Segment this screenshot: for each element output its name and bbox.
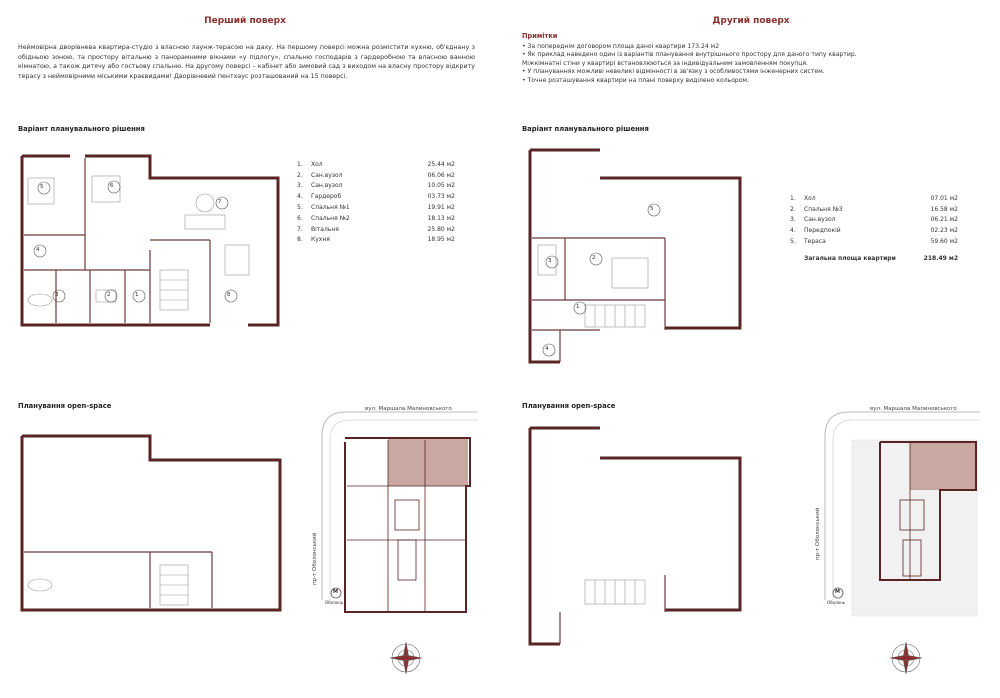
apartment-highlight xyxy=(910,442,976,490)
metro-label: Оболонь xyxy=(827,600,846,605)
room-row: 1. Хол 07.01 м2 xyxy=(790,194,958,202)
metro-label: Оболонь xyxy=(325,600,344,605)
openspace-heading-first-floor: Планування open-space xyxy=(18,402,112,410)
street-label-malynovskoho: вул. Маршала Малиновського xyxy=(365,406,452,412)
metro-letter: M xyxy=(835,589,840,595)
plan-label-bath-2: 2 xyxy=(107,292,111,298)
plan-heading-second-floor: Варіант планувального рішення xyxy=(522,125,649,133)
room-row: 5. Тераса 59.60 м2 xyxy=(790,238,958,246)
plan-heading-first-floor: Варіант планувального рішення xyxy=(18,125,145,133)
apartment-description: Неймовірна дворівнева квартира-студіо з власною лаунж-терасою на даху. На першому поверсі можна розмістити кухню, об'єднану з обідньою зоною, та простору вітальню з панорамними вікнами «у підлогу», спальню господарів з гардеробною та власною ванною кімнатою, а також дитячу або гостьову спальню. На другому поверсі – кабінет або зимовий сад з виходом на власну простору відкриту терасу з неймовірними міськими краєвидами! Дворівневий пентхаус розташований на 15 поверсі. xyxy=(18,44,475,80)
compass-rose xyxy=(890,642,922,674)
note-item: • За попереднім договором площа даної квартири 173.24 м2 xyxy=(522,43,720,50)
room-row: 5. Спальня №1 19.91 м2 xyxy=(297,204,455,212)
metro-letter: M xyxy=(333,589,338,595)
street-label-obolonskyi: пр-т Оболонський xyxy=(312,532,318,585)
room-row: 3. Сан.вузол 10.05 м2 xyxy=(297,182,455,190)
total-area-label: Загальна площа квартири xyxy=(804,254,896,262)
plan-label-bedroom-2: 6 xyxy=(110,183,114,189)
room-row: 7. Вітальня 25.80 м2 xyxy=(297,225,455,233)
note-item: • Точне розташування квартири на плані поверху виділено кольором. xyxy=(522,76,750,84)
plan-label-wardrobe: 4 xyxy=(36,247,40,253)
plan-label-living: 7 xyxy=(218,199,222,205)
plan-label-bath-3: 3 xyxy=(55,292,59,298)
street-label-obolonskyi: пр-т Оболонський xyxy=(815,507,821,560)
notes-heading: Примітки xyxy=(522,32,558,40)
street-label-malynovskoho: вул. Маршала Малиновського xyxy=(870,406,957,412)
plan-label-terrace: 5 xyxy=(650,206,654,212)
room-row: 3. Сан.вузол 06.21 м2 xyxy=(790,216,958,224)
room-row: 4. Передпокій 02.23 м2 xyxy=(790,227,958,235)
plan-label-lobby: 4 xyxy=(545,346,549,352)
plan-label-bath: 3 xyxy=(548,258,552,264)
note-item: • Як приклад наведено один із варіантів планування внутрішнього простору для даного типу квартир. xyxy=(522,51,857,59)
plan-label-kitchen: 8 xyxy=(227,292,231,298)
room-row: 1. Хол 25.44 м2 xyxy=(297,160,455,168)
plan-label-hall-2: 1 xyxy=(576,304,580,310)
page-title-second-floor: Другий поверх xyxy=(712,16,790,26)
room-row: 4. Гардероб 03.73 м2 xyxy=(297,193,455,201)
note-item: • У плануваннях можливі невеликі відмінності в зв'язку з особливостями інженерних систем. xyxy=(522,68,825,76)
plan-label-bedroom-3: 2 xyxy=(592,255,596,261)
total-area-value: 218.49 м2 xyxy=(923,254,958,262)
plan-label-hall: 1 xyxy=(135,292,139,298)
room-row: 6. Спальня №2 18.13 м2 xyxy=(297,214,455,222)
room-row: 2. Спальня №3 16.58 м2 xyxy=(790,205,958,213)
plan-label-bedroom-1: 5 xyxy=(40,184,44,190)
page-title-first-floor: Перший поверх xyxy=(204,16,286,26)
room-row: 8. Кухня 18.95 м2 xyxy=(297,236,455,244)
room-row: 2. Сан.вузол 06.06 м2 xyxy=(297,171,455,179)
openspace-heading-second-floor: Планування open-space xyxy=(522,402,616,410)
note-item: Міжкімнатні стіни у квартирі встановлюються за індивідуальним замовленням покупця. xyxy=(522,59,808,67)
